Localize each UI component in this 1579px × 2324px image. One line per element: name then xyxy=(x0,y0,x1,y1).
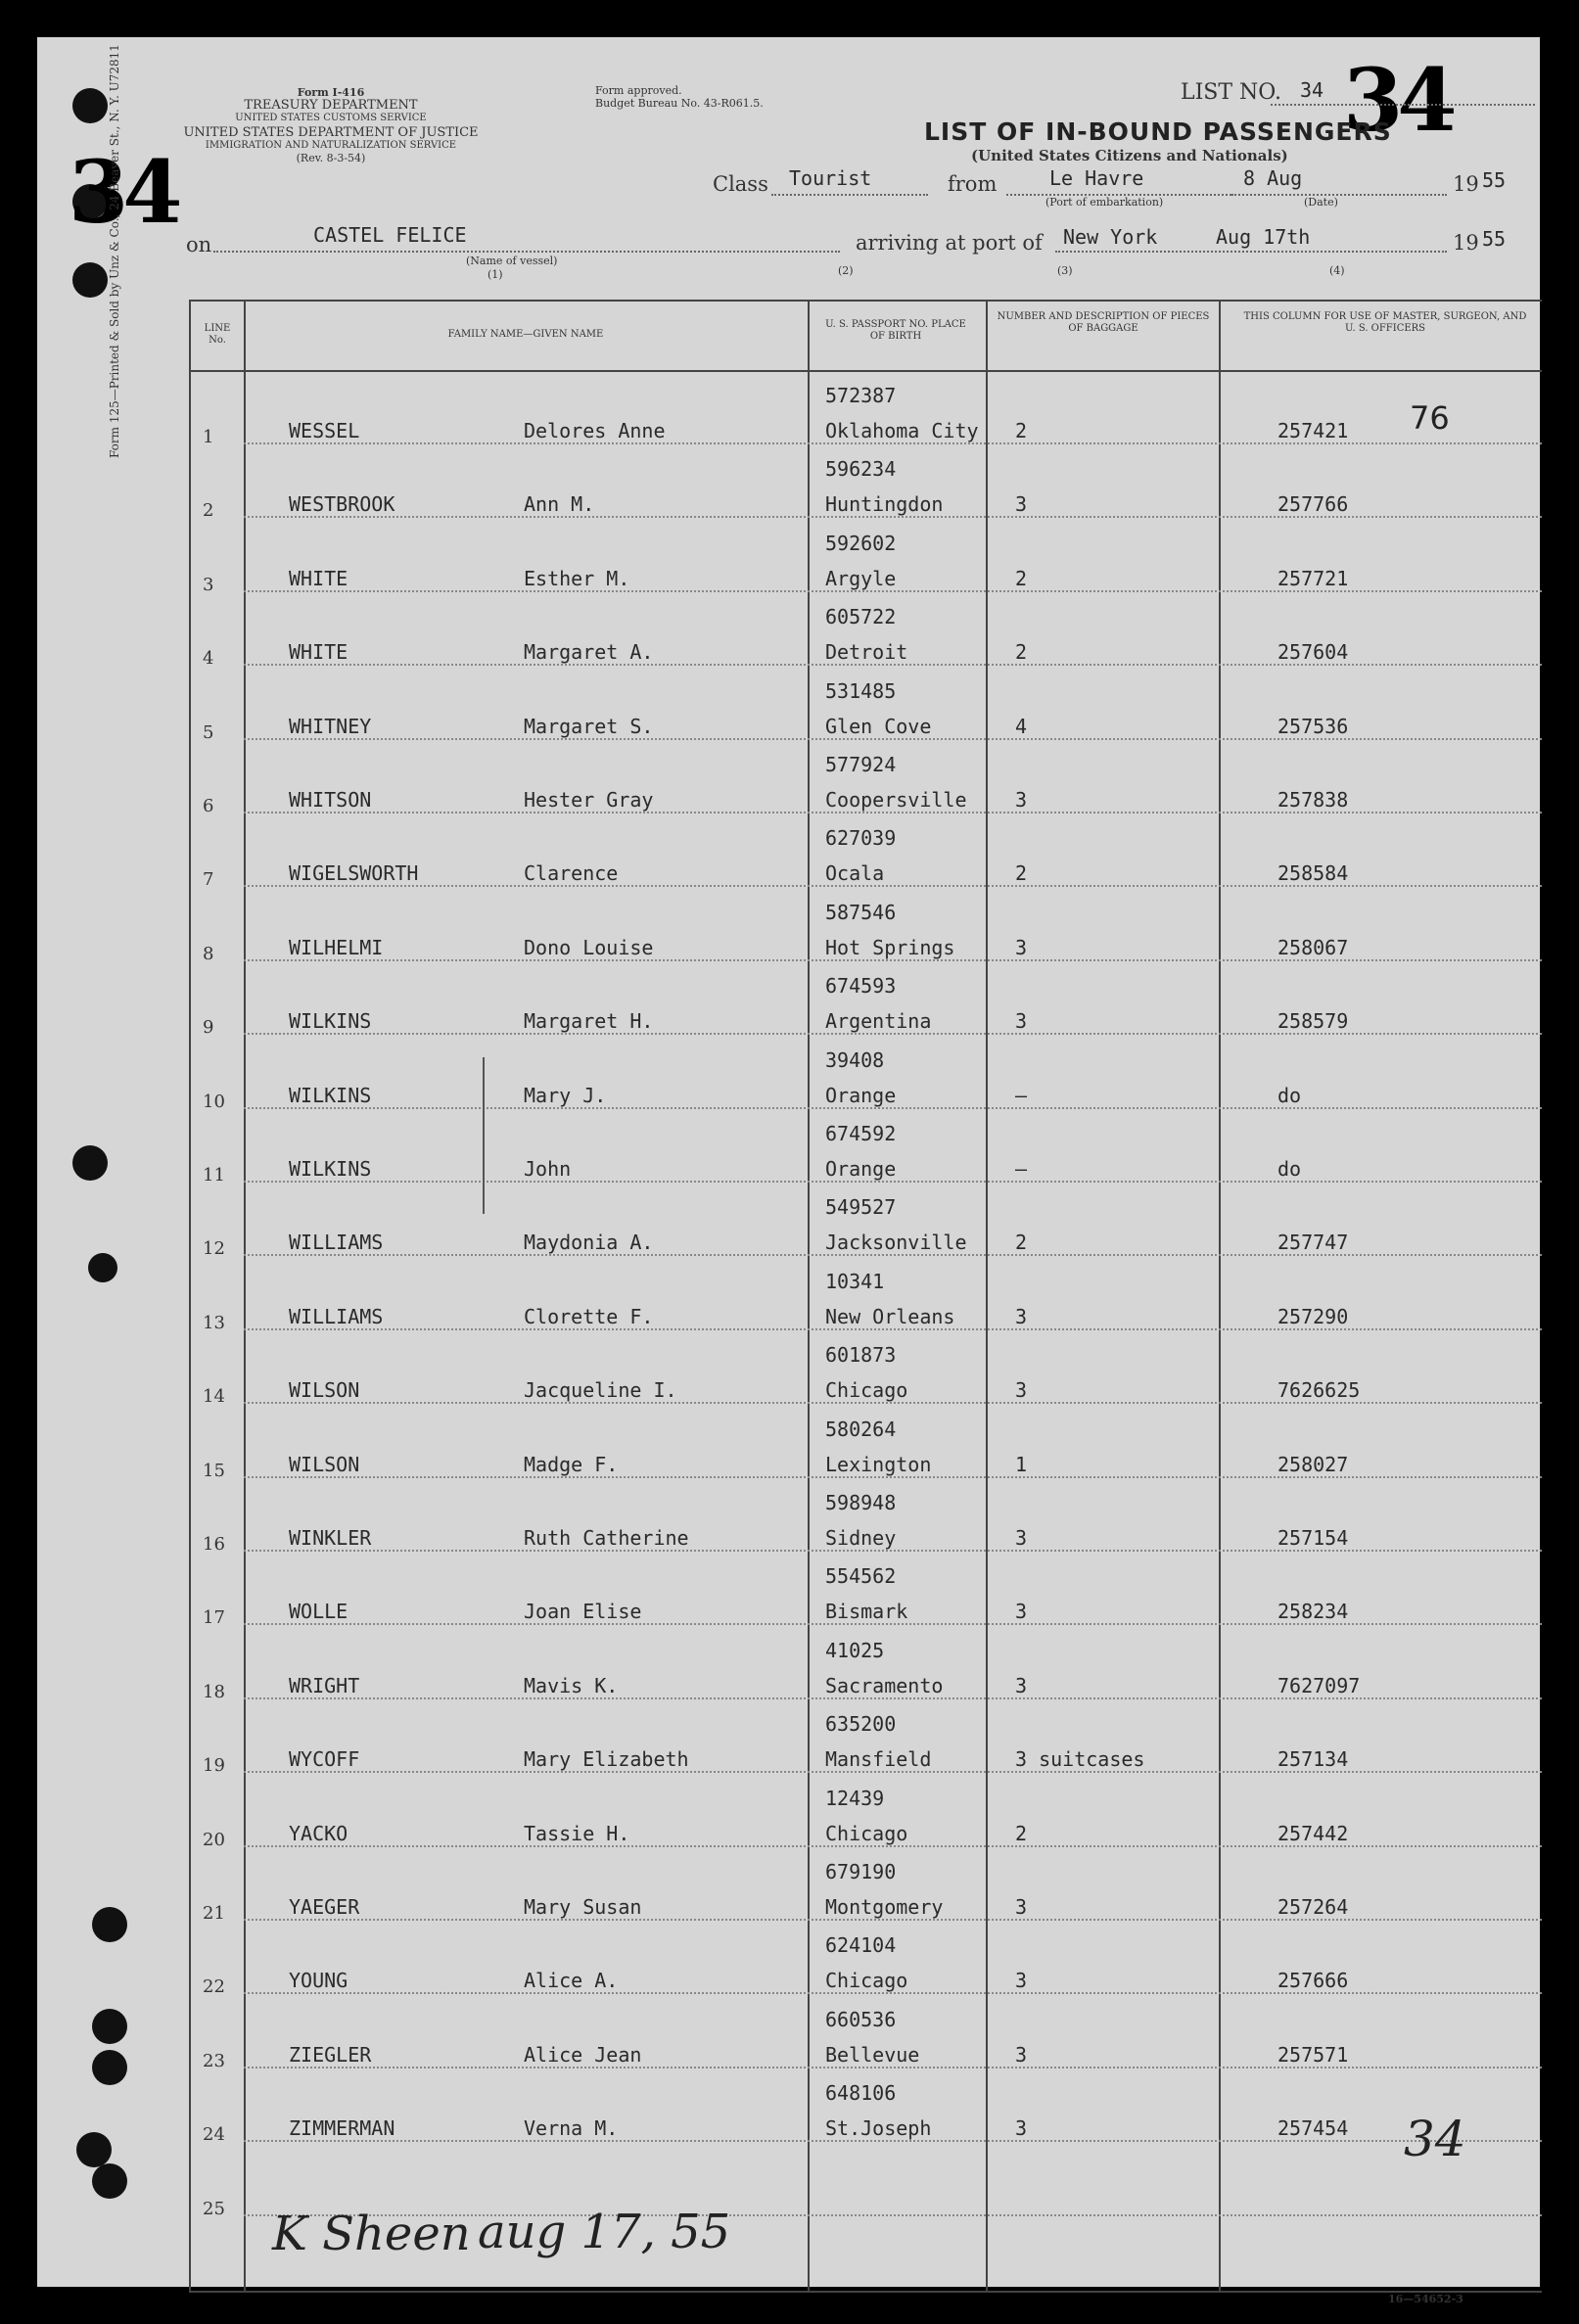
row-passport-no: 592602 xyxy=(825,531,897,555)
row-dotted-line xyxy=(244,1771,1542,1773)
row-line-no: 16 xyxy=(203,1534,225,1555)
row-passport-no: 572387 xyxy=(825,384,897,407)
row-line-no: 14 xyxy=(203,1386,225,1408)
row-dotted-line xyxy=(244,1845,1542,1847)
row-baggage: 2 xyxy=(1015,861,1028,886)
row-officer-note: 257290 xyxy=(1277,1304,1349,1328)
row-baggage: – xyxy=(1015,1083,1028,1107)
family-bracket xyxy=(483,1057,485,1214)
row-family-name: WILSON xyxy=(289,1378,360,1403)
row-birth-place: Orange xyxy=(825,1083,897,1107)
stamp-number-left: 34 xyxy=(69,141,177,243)
arrival-year-prefix: 19 xyxy=(1453,231,1479,255)
row-birth-place: Argyle xyxy=(825,566,897,590)
punch-hole xyxy=(92,2009,127,2044)
row-birth-place: Coopersville xyxy=(825,788,967,812)
row-dotted-line xyxy=(244,959,1542,961)
row-officer-note: 258584 xyxy=(1277,861,1349,886)
row-dotted-line xyxy=(244,1107,1542,1109)
row-officer-note: 258027 xyxy=(1277,1452,1349,1476)
departure-year-suffix: 55 xyxy=(1482,168,1507,192)
from-value: Le Havre xyxy=(1049,166,1144,190)
row-family-name: WILKINS xyxy=(289,1009,372,1034)
row-officer-note: 257766 xyxy=(1277,492,1349,517)
row-dotted-line xyxy=(244,2140,1542,2142)
row-passport-no: 627039 xyxy=(825,826,897,851)
signature-date: aug 17, 55 xyxy=(478,2205,731,2259)
row-dotted-line xyxy=(244,1181,1542,1183)
row-family-name: YAEGER xyxy=(289,1895,360,1919)
row-baggage: 2 xyxy=(1015,566,1028,590)
col-header-line-no: LINE No. xyxy=(204,323,231,346)
row-dotted-line xyxy=(244,885,1542,887)
row-passport-no: 624104 xyxy=(825,1933,897,1958)
form-approval xyxy=(595,84,764,110)
row-family-name: WINKLER xyxy=(289,1526,372,1550)
form-header-block xyxy=(174,86,488,164)
row-baggage: – xyxy=(1015,1157,1028,1181)
row-given-name: Dono Louise xyxy=(524,935,654,959)
date-note: (Date) xyxy=(1304,196,1338,209)
row-family-name: WESTBROOK xyxy=(289,492,395,517)
col-header-passport: U. S. PASSPORT NO. PLACE OF BIRTH xyxy=(825,319,966,342)
row-given-name: Mary Susan xyxy=(524,1895,642,1919)
row-line-no: 7 xyxy=(203,869,214,891)
row-given-name: Ruth Catherine xyxy=(524,1526,689,1550)
row-line-no: 17 xyxy=(203,1607,225,1629)
row-given-name: Verna M. xyxy=(524,2116,619,2141)
row-line-no: 9 xyxy=(203,1017,214,1039)
row-baggage: 2 xyxy=(1015,640,1028,665)
row-given-name: Madge F. xyxy=(524,1452,619,1476)
row-family-name: WIGELSWORTH xyxy=(289,861,419,886)
on-label: on xyxy=(186,233,212,256)
row-birth-place: Hot Springs xyxy=(825,935,955,959)
row-dotted-line xyxy=(244,812,1542,813)
row-dotted-line xyxy=(244,1919,1542,1921)
row-dotted-line xyxy=(244,664,1542,666)
arrival-date: Aug 17th xyxy=(1216,225,1311,249)
row-passport-no: 635200 xyxy=(825,1712,897,1737)
arrival-port: New York xyxy=(1063,225,1158,249)
row-dotted-line xyxy=(244,1254,1542,1256)
row-birth-place: Oklahoma City xyxy=(825,419,979,442)
col-note-2: (2) xyxy=(838,264,854,277)
row-line-no: 12 xyxy=(203,1238,225,1260)
row-officer-note: 257264 xyxy=(1277,1895,1349,1919)
row-line-no: 2 xyxy=(203,500,214,522)
row-birth-place: Montgomery xyxy=(825,1895,944,1919)
punch-hole xyxy=(88,1253,117,1282)
row-officer-note: 257442 xyxy=(1277,1821,1349,1845)
row-birth-place: Ocala xyxy=(825,861,885,886)
row-passport-no: 39408 xyxy=(825,1047,885,1072)
row-baggage: 3 xyxy=(1015,1600,1028,1624)
vessel-note: (Name of vessel) xyxy=(466,255,558,267)
from-note: (Port of embarkation) xyxy=(1045,196,1164,209)
row-birth-place: Sidney xyxy=(825,1526,897,1550)
row-line-no: 19 xyxy=(203,1755,225,1777)
row-baggage: 3 xyxy=(1015,1969,1028,1993)
row-line-no: 15 xyxy=(203,1460,225,1481)
row-given-name: Mary J. xyxy=(524,1083,607,1107)
row-birth-place: Chicago xyxy=(825,1969,908,1993)
row-given-name: Clarence xyxy=(524,861,619,886)
dept-justice: UNITED STATES DEPARTMENT OF JUSTICE xyxy=(183,125,479,140)
row-birth-place: Huntingdon xyxy=(825,492,944,517)
row-birth-place: Argentina xyxy=(825,1009,932,1034)
row-passport-no: 674592 xyxy=(825,1122,897,1145)
row-dotted-line xyxy=(244,1697,1542,1699)
row-passport-no: 605722 xyxy=(825,605,897,629)
row-birth-place: Bismark xyxy=(825,1600,908,1624)
row-given-name: Hester Gray xyxy=(524,788,654,812)
row-baggage: 3 xyxy=(1015,492,1028,517)
row-birth-place: New Orleans xyxy=(825,1304,955,1328)
row-passport-no: 660536 xyxy=(825,2007,897,2031)
row-family-name: WILKINS xyxy=(289,1083,372,1107)
row-family-name: YACKO xyxy=(289,1821,348,1845)
row-family-name: YOUNG xyxy=(289,1969,348,1993)
row-officer-note: 7626625 xyxy=(1277,1378,1361,1403)
row-line-no: 25 xyxy=(203,2198,225,2219)
printer-note: Form 125—Printed & Sold by Unz & Co., 24 Beaver St., N. Y. U72811 xyxy=(108,44,121,458)
row-birth-place: Chicago xyxy=(825,1378,908,1403)
row-given-name: Jacqueline I. xyxy=(524,1378,677,1403)
row-family-name: WOLLE xyxy=(289,1600,348,1624)
row-dotted-line xyxy=(244,2067,1542,2068)
row-officer-note: 7627097 xyxy=(1277,1673,1361,1697)
row-line-no: 11 xyxy=(203,1165,225,1185)
row-family-name: ZIMMERMAN xyxy=(289,2116,395,2141)
arrival-year-suffix: 55 xyxy=(1482,227,1507,251)
row-passport-no: 679190 xyxy=(825,1860,897,1883)
row-family-name: WHITE xyxy=(289,566,348,590)
row-line-no: 1 xyxy=(203,427,214,447)
row-line-no: 3 xyxy=(203,574,214,595)
row-given-name: Mary Elizabeth xyxy=(524,1747,689,1772)
row-baggage: 2 xyxy=(1015,1821,1028,1845)
row-passport-no: 596234 xyxy=(825,457,897,482)
row-passport-no: 12439 xyxy=(825,1786,885,1810)
row-dotted-line xyxy=(244,738,1542,740)
row-given-name: Mavis K. xyxy=(524,1673,619,1697)
row-family-name: WYCOFF xyxy=(289,1747,360,1772)
row-birth-place: Detroit xyxy=(825,640,908,665)
row-given-name: Clorette F. xyxy=(524,1304,654,1328)
row-dotted-line xyxy=(244,1623,1542,1625)
row-baggage: 3 xyxy=(1015,788,1028,812)
punch-hole xyxy=(72,262,108,298)
row-passport-no: 549527 xyxy=(825,1195,897,1220)
page-title: LIST OF IN-BOUND PASSENGERS xyxy=(924,117,1392,146)
col-note-3: (3) xyxy=(1057,264,1073,277)
row-line-no: 4 xyxy=(203,648,214,670)
row-birth-place: Jacksonville xyxy=(825,1231,967,1255)
row-passport-no: 531485 xyxy=(825,678,897,703)
arriving-label: arriving at port of xyxy=(856,231,1043,255)
row-family-name: WILKINS xyxy=(289,1157,372,1181)
page-subtitle: (United States Citizens and Nationals) xyxy=(971,147,1288,164)
row-line-no: 8 xyxy=(203,943,214,964)
row-dotted-line xyxy=(244,1476,1542,1478)
row-passport-no: 41025 xyxy=(825,1638,885,1662)
col-note-4: (4) xyxy=(1329,264,1345,277)
row-family-name: WILHELMI xyxy=(289,935,384,959)
punch-hole xyxy=(76,2132,112,2167)
row-passport-no: 674593 xyxy=(825,974,897,999)
departure-year-prefix: 19 xyxy=(1453,172,1479,196)
row-dotted-line xyxy=(244,442,1542,444)
row-dotted-line xyxy=(244,1550,1542,1552)
row-given-name: Margaret A. xyxy=(524,640,654,665)
row-passport-no: 577924 xyxy=(825,753,897,776)
punch-hole xyxy=(92,2163,127,2199)
row-given-name: Alice A. xyxy=(524,1969,619,1993)
row-officer-note: 258234 xyxy=(1277,1600,1349,1624)
list-no-value: 34 xyxy=(1300,78,1324,102)
row-family-name: WHITE xyxy=(289,640,348,665)
row-baggage: 2 xyxy=(1015,419,1028,442)
row-baggage: 3 xyxy=(1015,1673,1028,1697)
row-baggage: 3 xyxy=(1015,1895,1028,1919)
row-baggage: 3 suitcases xyxy=(1015,1747,1145,1772)
row-passport-no: 587546 xyxy=(825,900,897,924)
row-officer-note: 257536 xyxy=(1277,714,1349,738)
row-baggage: 2 xyxy=(1015,1231,1028,1255)
form-number: Form I-416 xyxy=(297,86,365,99)
row-passport-no: 648106 xyxy=(825,2081,897,2106)
row-passport-no: 601873 xyxy=(825,1343,897,1368)
row-line-no: 20 xyxy=(203,1829,225,1850)
document-page xyxy=(37,37,1540,2305)
row-officer-note: 257134 xyxy=(1277,1747,1349,1772)
departure-date: 8 Aug xyxy=(1243,166,1303,190)
row-officer-note: 257604 xyxy=(1277,640,1349,665)
row-officer-note: do xyxy=(1277,1083,1302,1107)
row-officer-note: 257838 xyxy=(1277,788,1349,812)
handwritten-count: 76 xyxy=(1410,399,1450,437)
row-birth-place: Orange xyxy=(825,1157,897,1181)
row-line-no: 22 xyxy=(203,1976,225,1998)
row-line-no: 23 xyxy=(203,2050,225,2071)
row-given-name: Maydonia A. xyxy=(524,1231,654,1255)
row-line-no: 18 xyxy=(203,1681,225,1702)
row-birth-place: Lexington xyxy=(825,1452,932,1476)
footer-code: 16—54652-3 xyxy=(1388,2293,1463,2305)
row-dotted-line xyxy=(244,1992,1542,1994)
row-baggage: 3 xyxy=(1015,2116,1028,2141)
row-officer-note: 257421 xyxy=(1277,419,1349,442)
row-baggage: 1 xyxy=(1015,1452,1028,1476)
row-family-name: WESSEL xyxy=(289,419,360,442)
row-given-name: Margaret H. xyxy=(524,1009,654,1034)
handwritten-total: 34 xyxy=(1404,2111,1466,2167)
dept-treasury: TREASURY DEPARTMENT xyxy=(244,98,418,113)
passenger-table xyxy=(189,300,1542,2293)
row-birth-place: Bellevue xyxy=(825,2042,920,2067)
punch-hole xyxy=(92,1907,127,1942)
punch-hole xyxy=(72,88,108,123)
row-officer-note: 257666 xyxy=(1277,1969,1349,1993)
row-officer-note: do xyxy=(1277,1157,1302,1181)
row-birth-place: St.Joseph xyxy=(825,2116,932,2141)
row-baggage: 3 xyxy=(1015,1526,1028,1550)
row-family-name: WILLIAMS xyxy=(289,1304,384,1328)
row-birth-place: Sacramento xyxy=(825,1673,944,1697)
row-passport-no: 580264 xyxy=(825,1417,897,1441)
row-officer-note: 257571 xyxy=(1277,2042,1349,2067)
list-no-label: LIST NO. xyxy=(1181,80,1282,105)
vessel-note-number: (1) xyxy=(488,268,503,281)
approval-line-1: Form approved. xyxy=(595,84,682,97)
dept-customs: UNITED STATES CUSTOMS SERVICE xyxy=(235,113,427,123)
row-line-no: 5 xyxy=(203,721,214,743)
row-baggage: 3 xyxy=(1015,935,1028,959)
row-family-name: ZIEGLER xyxy=(289,2042,372,2067)
row-baggage: 3 xyxy=(1015,1009,1028,1034)
class-label: Class xyxy=(713,172,768,196)
row-officer-note: 257747 xyxy=(1277,1231,1349,1255)
row-dotted-line xyxy=(244,1402,1542,1404)
row-family-name: WRIGHT xyxy=(289,1673,360,1697)
row-officer-note: 257721 xyxy=(1277,566,1349,590)
dept-immigration: IMMIGRATION AND NATURALIZATION SERVICE xyxy=(205,140,457,151)
officer-signature: K Sheen xyxy=(272,2207,471,2261)
row-birth-place: Chicago xyxy=(825,1821,908,1845)
row-given-name: Alice Jean xyxy=(524,2042,642,2067)
row-line-no: 6 xyxy=(203,796,214,816)
row-given-name: Esther M. xyxy=(524,566,630,590)
row-family-name: WHITSON xyxy=(289,788,372,812)
col-header-name: FAMILY NAME—GIVEN NAME xyxy=(447,329,604,340)
row-baggage: 3 xyxy=(1015,2042,1028,2067)
row-line-no: 24 xyxy=(203,2124,225,2146)
row-passport-no: 598948 xyxy=(825,1491,897,1514)
row-given-name: Tassie H. xyxy=(524,1821,630,1845)
row-dotted-line xyxy=(244,1033,1542,1035)
row-dotted-line xyxy=(244,590,1542,592)
row-baggage: 4 xyxy=(1015,714,1028,738)
row-family-name: WHITNEY xyxy=(289,714,372,738)
row-officer-note: 258067 xyxy=(1277,935,1349,959)
row-birth-place: Glen Cove xyxy=(825,714,932,738)
col-header-officers: THIS COLUMN FOR USE OF MASTER, SURGEON, AND U. S. OFFICERS xyxy=(1243,311,1527,334)
class-value: Tourist xyxy=(789,166,872,190)
punch-hole xyxy=(72,1145,108,1181)
approval-line-2: Budget Bureau No. 43-R061.5. xyxy=(595,97,764,110)
row-given-name: Ann M. xyxy=(524,492,595,517)
row-baggage: 3 xyxy=(1015,1304,1028,1328)
row-officer-note: 258579 xyxy=(1277,1009,1349,1034)
row-given-name: John xyxy=(524,1157,572,1181)
row-given-name: Margaret S. xyxy=(524,714,654,738)
col-header-baggage: NUMBER AND DESCRIPTION OF PIECES OF BAGGAGE xyxy=(997,311,1210,334)
from-label: from xyxy=(948,172,998,196)
row-line-no: 13 xyxy=(203,1312,225,1333)
row-baggage: 3 xyxy=(1015,1378,1028,1403)
row-given-name: Joan Elise xyxy=(524,1600,642,1624)
vessel-name: CASTEL FELICE xyxy=(313,223,467,247)
row-passport-no: 10341 xyxy=(825,1269,885,1293)
row-birth-place: Mansfield xyxy=(825,1747,932,1772)
row-line-no: 10 xyxy=(203,1091,225,1112)
row-officer-note: 257154 xyxy=(1277,1526,1349,1550)
stamp-number-right: 34 xyxy=(1343,49,1452,151)
punch-hole xyxy=(92,2050,127,2085)
row-dotted-line xyxy=(244,1328,1542,1330)
form-revision: (Rev. 8-3-54) xyxy=(296,152,366,164)
row-passport-no: 554562 xyxy=(825,1564,897,1589)
row-family-name: WILLIAMS xyxy=(289,1231,384,1255)
row-line-no: 21 xyxy=(203,1903,225,1924)
row-family-name: WILSON xyxy=(289,1452,360,1476)
row-dotted-line xyxy=(244,516,1542,518)
row-officer-note: 257454 xyxy=(1277,2116,1349,2141)
row-given-name: Delores Anne xyxy=(524,419,666,442)
